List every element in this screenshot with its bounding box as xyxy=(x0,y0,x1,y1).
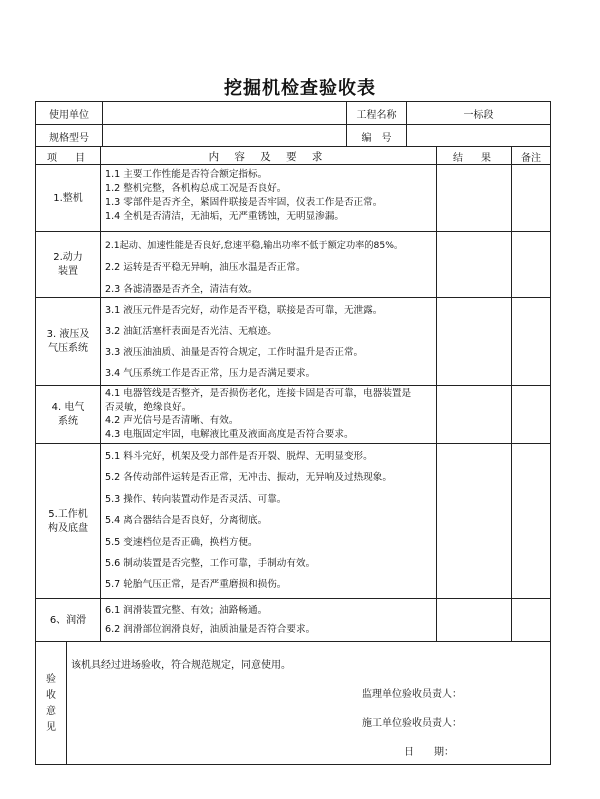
note-cell-4[interactable] xyxy=(511,386,550,444)
column-header-row xyxy=(36,146,550,165)
opinion-label-char: 意 xyxy=(46,705,56,717)
header-row-spec xyxy=(36,124,550,147)
requirement-item: 1.1 主要工作性能是否符合额定指标。 xyxy=(105,169,268,180)
section-label-6 xyxy=(36,599,100,642)
result-cell-5[interactable] xyxy=(436,444,511,599)
section-label-text: 3. 液压及 xyxy=(46,329,90,340)
note-cell-5[interactable] xyxy=(511,444,550,599)
note-cell-1[interactable] xyxy=(511,165,550,232)
opinion-text: 该机具经过进场验收，符合规范规定，同意使用。 xyxy=(71,660,291,671)
requirement-item: 2.1起动、加速性能是否良好,怠速平稳,输出功率不低于额定功率的85%。 xyxy=(105,240,404,251)
opinion-label-char: 见 xyxy=(46,721,56,733)
requirement-item: 3.4 气压系统工作是否正常，压力是否满足要求。 xyxy=(105,368,316,379)
section-row-3 xyxy=(36,297,550,386)
requirement-item: 1.2 整机完整，各机构总成工况是否良好。 xyxy=(105,183,287,194)
user-unit-value[interactable] xyxy=(102,102,346,124)
requirement-item: 5.4 离合器结合是否良好，分离彻底。 xyxy=(105,515,268,527)
section-row-5 xyxy=(36,443,550,599)
section-content-1 xyxy=(100,165,436,232)
requirement-item: 4.2 声光信号是否清晰、有效。 xyxy=(105,415,239,426)
section-label-2 xyxy=(36,232,100,298)
requirement-item: 6.1 润滑装置完整、有效；油路畅通。 xyxy=(105,605,268,616)
result-cell-2[interactable] xyxy=(436,232,511,298)
section-label-5 xyxy=(36,444,100,599)
section-content-4 xyxy=(100,386,436,444)
section-content-3 xyxy=(100,298,436,386)
requirement-item: 5.3 操作、转向装置动作是否灵活、可靠。 xyxy=(105,493,287,505)
inspection-table xyxy=(35,101,551,765)
requirement-item: 1.4 全机是否清洁，无油垢，无严重锈蚀，无明显渗漏。 xyxy=(105,211,344,222)
requirement-item: 6.2 润滑部位润滑良好，油质油量是否符合要求。 xyxy=(105,624,316,635)
result-cell-3[interactable] xyxy=(436,298,511,386)
col-note: 备注 xyxy=(511,147,550,165)
user-unit-label: 使用单位 xyxy=(49,109,89,121)
col-result: 结 果 xyxy=(436,147,511,165)
header-row-unit xyxy=(36,102,550,124)
note-cell-2[interactable] xyxy=(511,232,550,298)
requirement-item: 5.7 轮胎气压正常，是否严重磨损和损伤。 xyxy=(105,579,287,591)
section-label-1 xyxy=(36,165,100,232)
section-label-text: 2.动力 xyxy=(53,252,83,263)
project-name-label: 工程名称 xyxy=(346,102,406,124)
section-row-6 xyxy=(36,598,550,642)
date-label: 日 期： xyxy=(404,747,454,758)
requirement-item: 3.3 液压油油质、油量是否符合规定，工作时温升是否正常。 xyxy=(105,347,364,358)
col-item: 项 目 xyxy=(47,152,89,164)
section-content-5 xyxy=(100,444,436,599)
result-cell-4[interactable] xyxy=(436,386,511,444)
section-label-text: 1.整机 xyxy=(53,192,83,204)
requirement-item: 5.1 料斗完好，机架及受力部件是否开裂、脱焊、无明显变形。 xyxy=(105,451,373,462)
requirement-item: 2.2 运转是否平稳无异响，油压水温是否正常。 xyxy=(105,262,306,273)
section-label-text: 6、润滑 xyxy=(49,614,87,626)
section-label-text: 4. 电气 xyxy=(51,402,85,413)
form-title: 挖掘机检查验收表 xyxy=(224,78,376,99)
result-cell-6[interactable] xyxy=(436,599,511,642)
supervisor-signature-label: 监理单位验收员责人： xyxy=(362,689,462,700)
requirement-item: 否灵敏，绝缘良好。 xyxy=(105,401,192,413)
spec-label: 规格型号 xyxy=(49,132,89,144)
spec-value[interactable] xyxy=(102,125,346,147)
opinion-row xyxy=(36,641,550,765)
note-cell-6[interactable] xyxy=(511,599,550,642)
col-content: 内 容 及 要 求 xyxy=(100,147,436,165)
opinion-label xyxy=(36,642,66,765)
section-content-6 xyxy=(100,599,436,642)
opinion-label-char: 收 xyxy=(46,689,56,701)
opinion-label-char: 验 xyxy=(46,673,56,685)
note-cell-3[interactable] xyxy=(511,298,550,386)
number-label: 编 号 xyxy=(346,125,406,147)
opinion-content[interactable] xyxy=(66,642,550,765)
section-label-text: 气压系统 xyxy=(48,343,88,354)
requirement-item: 3.1 液压元件是否完好，动作是否平稳，联接是否可靠，无泄露。 xyxy=(105,305,383,316)
section-content-2 xyxy=(100,232,436,298)
section-label-text: 构及底盘 xyxy=(48,522,88,534)
requirement-item: 5.2 各传动部件运转是否正常，无冲击、振动，无异响及过热现象。 xyxy=(105,472,392,484)
requirement-item: 4.3 电瓶固定牢固，电解液比重及液面高度是否符合要求。 xyxy=(105,428,354,440)
section-row-1 xyxy=(36,164,550,232)
requirement-item: 2.3 各滤清器是否齐全，清洁有效。 xyxy=(105,284,258,295)
section-label-text: 系统 xyxy=(58,416,78,427)
requirement-item: 4.1 电器管线是否整齐，是否损伤老化，连接卡固是否可靠，电器装置是 xyxy=(105,388,412,399)
number-value[interactable] xyxy=(406,125,550,147)
section-row-4 xyxy=(36,385,550,444)
section-label-3 xyxy=(36,298,100,386)
requirement-item: 1.3 零部件是否齐全，紧固件联接是否牢固，仪表工作是否正常。 xyxy=(105,197,383,208)
requirement-item: 5.6 制动装置是否完整，工作可靠，手制动有效。 xyxy=(105,558,316,570)
contractor-signature-label: 施工单位验收员责人： xyxy=(362,718,462,729)
requirement-item: 5.5 变速档位是否正确，换档方便。 xyxy=(105,536,258,548)
section-label-text: 5.工作机 xyxy=(48,508,88,520)
section-label-4 xyxy=(36,386,100,444)
result-cell-1[interactable] xyxy=(436,165,511,232)
section-row-2 xyxy=(36,231,550,298)
project-name-value[interactable]: 一标段 xyxy=(406,102,550,124)
section-label-text: 装置 xyxy=(58,266,78,277)
requirement-item: 3.2 油缸活塞杆表面是否光洁、无痕迹。 xyxy=(105,326,277,337)
